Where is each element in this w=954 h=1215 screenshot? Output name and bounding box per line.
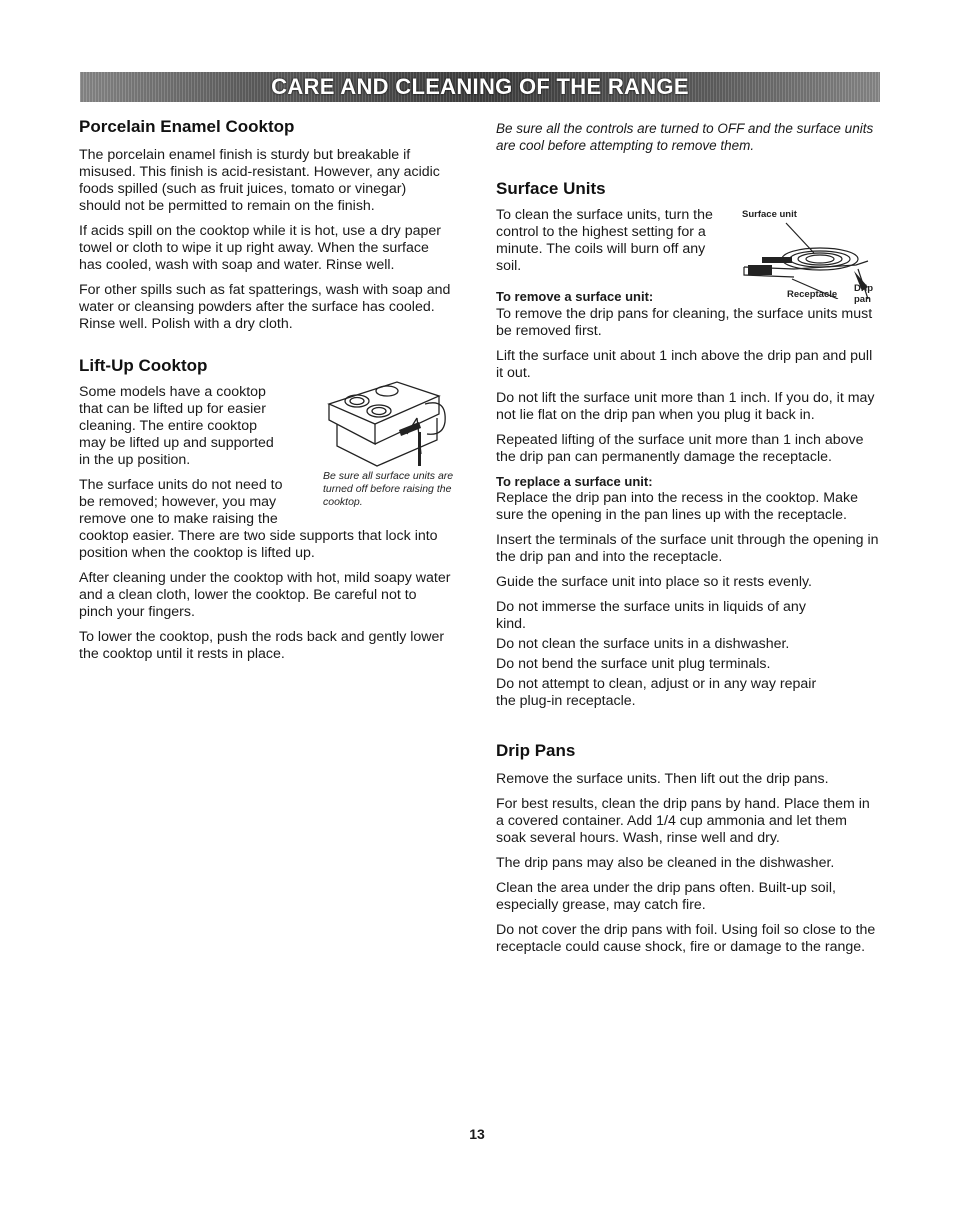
page-title: CARE AND CLEANING OF THE RANGE — [271, 74, 689, 99]
drip-pans-heading: Drip Pans — [496, 741, 576, 760]
right-column — [496, 120, 880, 964]
liftup-caption: Be sure all surface units are turned off before raising the cooktop. — [323, 470, 454, 508]
liftup-block — [79, 384, 454, 562]
page-number: 13 — [469, 1126, 485, 1142]
liftup-heading: Lift-Up Cooktop — [79, 356, 208, 375]
controls-off-note: Be sure all the controls are turned to OFF and the surface units are cool before attempting to remove them. — [496, 121, 874, 153]
surface-unit-warnings — [496, 599, 836, 710]
surface-units-block — [496, 207, 880, 340]
remove-surface-unit-heading: To remove a surface unit: — [496, 289, 654, 304]
surface-units-heading: Surface Units — [496, 179, 606, 198]
figure-label-receptacle: Receptacle — [787, 289, 838, 300]
remove-paragraph-2: Lift the surface unit about 1 inch above the drip pan and pull it out. — [496, 348, 873, 381]
porcelain-heading: Porcelain Enamel Cooktop — [79, 117, 295, 136]
warning-receptacle: Do not attempt to clean, adjust or in any way repair the plug-in receptacle. — [496, 676, 817, 709]
figure-label-pan: pan — [854, 294, 871, 305]
drip-pans-paragraph-5: Do not cover the drip pans with foil. Using foil so close to the receptacle could cause shock, fire or damage to the range. — [496, 922, 876, 955]
remove-paragraph-1: To remove the drip pans for cleaning, the surface units must be removed first. — [496, 306, 873, 339]
drip-pans-paragraph-4: Clean the area under the drip pans often. Built-up soil, especially grease, may catch fire. — [496, 880, 836, 913]
porcelain-paragraph-3: For other spills such as fat spatterings, wash with soap and water or cleansing powders after the surface has cooled. Rinse well. Polish with a dry cloth. — [79, 282, 451, 332]
warning-dishwasher: Do not clean the surface units in a dishwasher. — [496, 636, 790, 652]
figure-label-drip: Drip — [854, 283, 873, 294]
liftup-paragraph-2a: The surface units do not need to be removed; however, you may remove one to make raising the — [79, 477, 283, 527]
liftup-paragraph-3: After cleaning under the cooktop with hot, mild soapy water and a clean cloth, lower the cooktop. Be careful not to pinch your fingers. — [79, 570, 451, 620]
lift-up-cooktop-illustration — [317, 374, 452, 474]
drip-pans-paragraph-1: Remove the surface units. Then lift out the drip pans. — [496, 771, 829, 787]
warning-bend: Do not bend the surface unit plug terminals. — [496, 656, 771, 672]
porcelain-paragraph-1: The porcelain enamel finish is sturdy but breakable if misused. This finish is acid-resistant. However, any acidic foods spilled (such as fruit juices, tomato or vinegar) should not be permitted to remain on the finish. — [79, 147, 440, 214]
figure-label-surface-unit: Surface unit — [742, 209, 797, 220]
remove-paragraph-3: Do not lift the surface unit more than 1 inch. If you do, it may not lie flat on the drip pan when you plug it back in. — [496, 390, 875, 423]
liftup-paragraph-1: Some models have a cooktop that can be lifted up for easier cleaning. The entire cooktop may be lifted up and supported in the up position. — [79, 384, 274, 468]
drip-pans-paragraph-2: For best results, clean the drip pans by hand. Place them in a covered container. Add 1/4 cup ammonia and let them soak several hours. Wash, rinse well and dry. — [496, 796, 870, 846]
surface-unit-illustration — [734, 219, 874, 299]
replace-paragraph-2: Insert the terminals of the surface unit through the opening in the drip pan and into the receptacle. — [496, 532, 879, 565]
left-column — [79, 116, 454, 671]
surface-units-paragraph-1: To clean the surface units, turn the control to the highest setting for a minute. The coils will burn off any soil. — [496, 207, 713, 274]
remove-paragraph-4: Repeated lifting of the surface unit more than 1 inch above the drip pan can permanently damage the receptacle. — [496, 432, 864, 465]
drip-pans-paragraph-3: The drip pans may also be cleaned in the dishwasher. — [496, 855, 835, 871]
warning-immerse: Do not immerse the surface units in liquids of any kind. — [496, 599, 806, 632]
liftup-paragraph-2b: cooktop easier. There are two side supports that lock into position when the cooktop is lifted up. — [79, 528, 438, 561]
replace-surface-unit-heading: To replace a surface unit: — [496, 474, 653, 489]
replace-paragraph-1: Replace the drip pan into the recess in the cooktop. Make sure the opening in the pan lines up with the receptacle. — [496, 490, 858, 523]
porcelain-paragraph-2: If acids spill on the cooktop while it is hot, use a dry paper towel or cloth to wipe it up right away. When the surface has cooled, wash with soap and water. Rinse well. — [79, 223, 441, 273]
liftup-paragraph-4: To lower the cooktop, push the rods back and gently lower the cooktop until it rests in place. — [79, 629, 445, 662]
replace-paragraph-3: Guide the surface unit into place so it rests evenly. — [496, 574, 812, 590]
section-banner — [80, 72, 880, 102]
